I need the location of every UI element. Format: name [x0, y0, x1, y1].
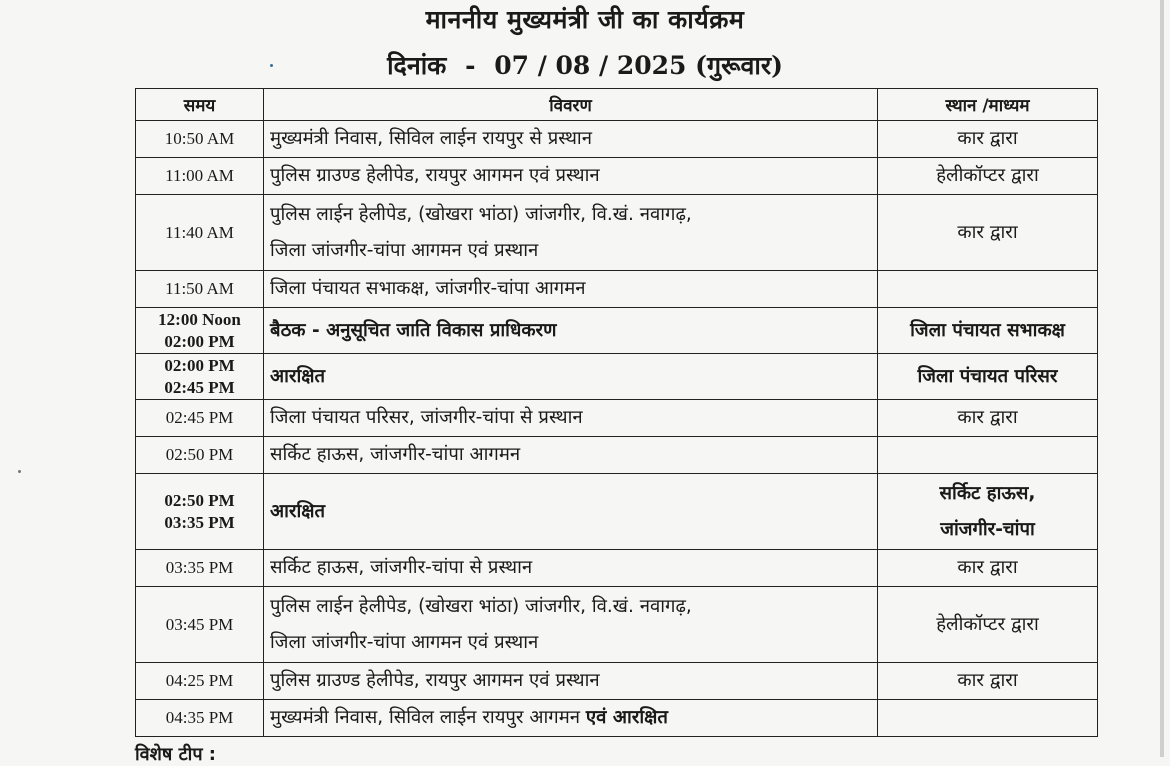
description-text: बैठक - अनुसूचित जाति विकास प्राधिकरण [270, 319, 557, 341]
time-cell [136, 308, 264, 354]
description-cell [264, 195, 878, 271]
time-value: 02:50 PM [164, 490, 235, 510]
time-value: 12:00 Noon [158, 309, 241, 329]
place-text: कार द्वारा [957, 221, 1018, 243]
date-separator: - [465, 51, 476, 80]
description-cell [264, 700, 878, 737]
schedule-rows [136, 121, 1098, 737]
column-header-time: समय [136, 89, 264, 121]
description-text: सर्किट हाऊस, जांजगीर-चांपा से प्रस्थान [270, 557, 533, 578]
time-value: 04:35 PM [165, 708, 234, 727]
description-text: पुलिस ग्राउण्ड हेलीपेड, रायपुर आगमन एवं प्रस्थान [270, 670, 600, 691]
time-value: 11:40 AM [165, 222, 234, 242]
description-cell [264, 474, 878, 550]
place-text: जिला पंचायत परिसर [917, 365, 1058, 387]
table-row [136, 158, 1098, 195]
table-row [136, 121, 1098, 158]
time-value: 02:00 PM [164, 331, 235, 351]
column-header-description: विवरण [264, 89, 878, 121]
description-cell [264, 271, 878, 308]
time-cell [136, 400, 264, 437]
time-value: 03:45 PM [165, 614, 234, 634]
date-day: (गुरूवार) [695, 51, 783, 80]
description-cell [264, 663, 878, 700]
time-cell [136, 663, 264, 700]
time-cell [136, 437, 264, 474]
description-cell [264, 158, 878, 195]
place-cell [878, 308, 1098, 354]
time-value: 02:45 PM [164, 377, 235, 397]
place-cell [878, 700, 1098, 737]
place-cell [878, 474, 1098, 550]
description-bold-text: एवं आरक्षित [585, 707, 668, 728]
table-header-row [136, 89, 1098, 121]
table-row [136, 700, 1098, 737]
description-text: मुख्यमंत्री निवास, सिविल लाईन रायपुर से प्रस्थान [270, 128, 592, 149]
description-text: पुलिस लाईन हेलीपेड, (खोखरा भांठा) जांजगीर, वि.खं. नवागढ़, [270, 203, 692, 225]
table-row [136, 437, 1098, 474]
table-row [136, 587, 1098, 663]
place-cell [878, 121, 1098, 158]
description-cell [264, 437, 878, 474]
description-text: जिला पंचायत परिसर, जांजगीर-चांपा से प्रस्थान [270, 407, 583, 428]
date-value: 07 / 08 / 2025 [494, 51, 687, 80]
time-cell [136, 158, 264, 195]
time-value: 11:50 AM [165, 279, 234, 298]
table-row [136, 308, 1098, 354]
place-text: हेलीकॉप्टर द्वारा [936, 165, 1039, 186]
place-text: कार द्वारा [957, 670, 1018, 691]
place-text: कार द्वारा [957, 128, 1018, 149]
time-value: 02:45 PM [165, 408, 234, 427]
table-row [136, 354, 1098, 400]
description-cell [264, 121, 878, 158]
table-row [136, 195, 1098, 271]
time-value: 02:50 PM [165, 445, 234, 464]
description-cell [264, 308, 878, 354]
place-cell [878, 663, 1098, 700]
special-note-label: विशेष टीप : [135, 744, 217, 765]
document-title: माननीय मुख्यमंत्री जी का कार्यक्रम [425, 5, 745, 34]
description-text: जिला जांजगीर-चांपा आगमन एवं प्रस्थान [270, 239, 539, 261]
place-cell [878, 550, 1098, 587]
place-cell [878, 158, 1098, 195]
time-cell [136, 550, 264, 587]
place-text: जांजगीर-चांपा [940, 518, 1035, 540]
schedule-table [135, 88, 1098, 737]
description-text: आरक्षित [270, 500, 326, 522]
description-cell [264, 400, 878, 437]
time-value: 04:25 PM [165, 671, 234, 690]
description-text: पुलिस ग्राउण्ड हेलीपेड, रायपुर आगमन एवं प्रस्थान [270, 165, 600, 186]
description-text: पुलिस लाईन हेलीपेड, (खोखरा भांठा) जांजगीर, वि.खं. नवागढ़, [270, 595, 692, 617]
place-text: कार द्वारा [957, 557, 1018, 578]
table-row [136, 663, 1098, 700]
table-row [136, 400, 1098, 437]
place-cell [878, 437, 1098, 474]
place-text: कार द्वारा [957, 407, 1018, 428]
time-value: 03:35 PM [164, 512, 235, 532]
column-header-place: स्थान /माध्यम [878, 89, 1098, 121]
time-cell [136, 474, 264, 550]
place-text: सर्किट हाऊस, [939, 482, 1036, 504]
description-cell [264, 354, 878, 400]
time-cell [136, 587, 264, 663]
time-value: 11:00 AM [165, 166, 234, 185]
place-cell [878, 354, 1098, 400]
table-row [136, 271, 1098, 308]
description-text: आरक्षित [270, 365, 326, 387]
date-label: दिनांक [387, 51, 447, 80]
time-cell [136, 121, 264, 158]
description-text: जिला पंचायत सभाकक्ष, जांजगीर-चांपा आगमन [270, 278, 586, 299]
time-cell [136, 271, 264, 308]
description-text: मुख्यमंत्री निवास, सिविल लाईन रायपुर आगमन [270, 707, 581, 728]
time-cell [136, 354, 264, 400]
time-cell [136, 195, 264, 271]
description-cell [264, 587, 878, 663]
description-text: जिला जांजगीर-चांपा आगमन एवं प्रस्थान [270, 631, 539, 653]
ink-speck [18, 470, 21, 473]
page-edge-shadow [1160, 0, 1164, 757]
description-text: सर्किट हाऊस, जांजगीर-चांपा आगमन [270, 444, 521, 465]
place-text: जिला पंचायत सभाकक्ष [910, 319, 1065, 341]
document-date [0, 48, 1170, 82]
place-cell [878, 400, 1098, 437]
description-cell [264, 550, 878, 587]
place-cell [878, 271, 1098, 308]
time-cell [136, 700, 264, 737]
table-row [136, 474, 1098, 550]
time-value: 10:50 AM [164, 129, 235, 148]
place-cell [878, 195, 1098, 271]
place-cell [878, 587, 1098, 663]
time-value: 02:00 PM [164, 355, 235, 375]
time-value: 03:35 PM [165, 558, 234, 577]
table-row [136, 550, 1098, 587]
place-text: हेलीकॉप्टर द्वारा [936, 613, 1039, 635]
